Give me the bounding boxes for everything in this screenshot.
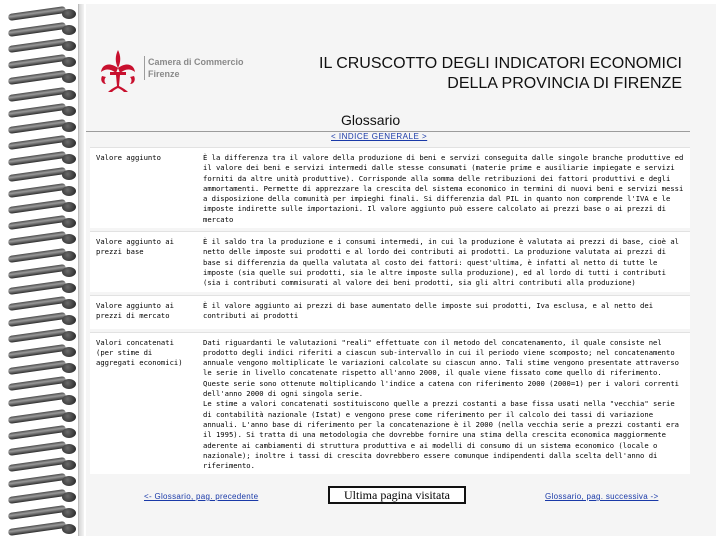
- spiral-hole: [62, 428, 76, 438]
- spiral-hole: [62, 251, 76, 261]
- definition-paragraph-2: Le stime a valori concatenati sostituiscono quelle a prezzi costanti a base fissa usati nella "vecchia" serie di contabilità nazionale (Istat) e vengono prese come riferimento per il calcolo dei tassi di variazione annuali. L'anno base di riferimento per la concatenazione è il 2000 (nella vecchia serie a prezzi costanti era il 1995). Si tratta di una metodologia che dovrebbe fornire una stima della crescita economica maggiormente aderente ai cambiamenti di struttura produttiva e ai modelli di consumo di un sistema economico (locale o nazionale); inoltre i tassi di crescita dovrebbero essere comunque indipendenti dalla scelta dell'anno di riferimento.: [203, 399, 679, 471]
- glossary-table: [90, 144, 690, 477]
- glossary-definition: È la differenza tra il valore della produzione di beni e servizi conseguita dalle singole branche produttive ed il valore dei beni e servizi intermedi dalle stesse consumati (materie prime e ausiliarie impiegate e servizi forniti da altre unità produttive). Corrisponde alla somma delle retribuzioni dei fattori produttivi e degli ammortamenti. Permette di apprezzare la crescita del sistema economico in termini di nuovi beni e servizi messi a disposizione della comunità per impieghi finali. Si differenzia dal PIL in quanto non comprende l'IVA e le imposte indirette sulle importazioni. Il valore aggiunto può essere calcolato ai prezzi base o ai prezzi di mercato: [198, 147, 690, 228]
- spiral-ring: [2, 233, 82, 245]
- glossary-term: Valori concatenati (per stime di aggregati economici): [90, 332, 198, 475]
- glossary-definition: È il valore aggiunto ai prezzi di base aumentato delle imposte sui prodotti, Iva esclusa, e al netto dei contributi ai prodotti: [198, 295, 690, 329]
- spiral-ring: [2, 40, 82, 52]
- spiral-ring: [2, 443, 82, 455]
- logo-line2: Firenze: [148, 69, 180, 79]
- spiral-ring: [2, 427, 82, 439]
- spiral-hole: [62, 122, 76, 132]
- spiral-ring: [2, 314, 82, 326]
- spiral-ring: [2, 89, 82, 101]
- section-title: Glossario: [341, 112, 401, 128]
- spiral-hole: [62, 218, 76, 228]
- spiral-wire: [8, 376, 66, 391]
- spiral-wire: [8, 151, 66, 166]
- spiral-hole: [62, 412, 76, 422]
- spiral-hole: [62, 41, 76, 51]
- spiral-hole: [62, 363, 76, 373]
- spiral-hole: [62, 234, 76, 244]
- spiral-hole: [62, 138, 76, 148]
- spiral-wire: [8, 22, 66, 37]
- spiral-binding: [0, 0, 86, 540]
- spiral-hole: [62, 170, 76, 180]
- spiral-wire: [8, 167, 66, 182]
- spiral-wire: [8, 183, 66, 198]
- spiral-ring: [2, 411, 82, 423]
- spiral-wire: [8, 264, 66, 279]
- spiral-ring: [2, 491, 82, 503]
- spiral-wire: [8, 280, 66, 295]
- spiral-ring: [2, 459, 82, 471]
- logo-line1: Camera di Commercio: [148, 57, 244, 67]
- spiral-hole: [62, 347, 76, 357]
- index-link[interactable]: < INDICE GENERALE >: [331, 132, 428, 141]
- spiral-ring: [2, 24, 82, 36]
- spiral-wire: [8, 441, 66, 456]
- spiral-ring: [2, 523, 82, 535]
- spiral-wire: [8, 312, 66, 327]
- spiral-ring: [2, 105, 82, 117]
- spiral-wire: [8, 119, 66, 134]
- spiral-ring: [2, 217, 82, 229]
- spiral-hole: [62, 90, 76, 100]
- spiral-wire: [8, 457, 66, 472]
- spiral-ring: [2, 185, 82, 197]
- spiral-ring: [2, 475, 82, 487]
- spiral-hole: [62, 73, 76, 83]
- spiral-wire: [8, 6, 66, 21]
- spiral-hole: [62, 25, 76, 35]
- glossary-definition: È il saldo tra la produzione e i consumi intermedi, in cui la produzione è valutata ai prezzi di base, cioè al netto delle imposte sui prodotti e al lordo dei contributi ai prodotti. La produzione valutata ai prezzi di base si differenzia da quella valutata al costo dei fattori: quest'ultima, è infatti al netto di tutte le imposte (sia quelle sui prodotti, sia le altre imposte sulla produzione), ed al lordo di tutti i contributi (sia i contributi commisurati al valore dei beni prodotti, sia gli altri contributi alla produzione): [198, 231, 690, 291]
- spiral-ring: [2, 507, 82, 519]
- spiral-ring: [2, 362, 82, 374]
- table-row: [90, 231, 690, 291]
- previous-page-link[interactable]: <- Glossario, pag. precedente: [144, 492, 259, 501]
- spiral-hole: [62, 57, 76, 67]
- spiral-hole: [62, 186, 76, 196]
- header: [86, 4, 716, 100]
- spiral-wire: [8, 489, 66, 504]
- spiral-ring: [2, 378, 82, 390]
- spiral-wire: [8, 247, 66, 262]
- spiral-wire: [8, 473, 66, 488]
- spiral-wire: [8, 505, 66, 520]
- spiral-wire: [8, 521, 66, 536]
- spiral-wire: [8, 54, 66, 69]
- spiral-ring: [2, 8, 82, 20]
- glossary-definition: [198, 332, 690, 475]
- page-title: [262, 54, 682, 94]
- spiral-ring: [2, 72, 82, 84]
- spiral-wire: [8, 215, 66, 230]
- spiral-wire: [8, 70, 66, 85]
- title-line2: DELLA PROVINCIA DI FIRENZE: [447, 75, 682, 92]
- spiral-hole: [62, 267, 76, 277]
- spiral-wire: [8, 38, 66, 53]
- spiral-wire: [8, 344, 66, 359]
- spiral-hole: [62, 299, 76, 309]
- spiral-ring: [2, 266, 82, 278]
- next-page-link[interactable]: Glossario, pag. successiva ->: [545, 492, 659, 501]
- spiral-wire: [8, 86, 66, 101]
- table-row: [90, 147, 690, 228]
- spiral-ring: [2, 330, 82, 342]
- spiral-ring: [2, 121, 82, 133]
- logo-divider: [144, 56, 145, 80]
- spiral-hole: [62, 476, 76, 486]
- spiral-wire: [8, 408, 66, 423]
- spiral-ring: [2, 153, 82, 165]
- page-panel: [86, 4, 716, 536]
- table-row: [90, 332, 690, 475]
- glossary-term: Valore aggiunto: [90, 147, 198, 228]
- spiral-wire: [8, 296, 66, 311]
- glossary-term: Valore aggiunto ai prezzi di mercato: [90, 295, 198, 329]
- spiral-wire: [8, 231, 66, 246]
- spiral-wire: [8, 425, 66, 440]
- title-line1: IL CRUSCOTTO DEGLI INDICATORI ECONOMICI: [319, 55, 682, 72]
- spiral-hole: [62, 444, 76, 454]
- last-visited-page-button[interactable]: Ultima pagina visitata: [328, 486, 466, 504]
- spiral-ring: [2, 346, 82, 358]
- spiral-ring: [2, 169, 82, 181]
- spiral-wire: [8, 135, 66, 150]
- spiral-hole: [62, 524, 76, 534]
- spiral-hole: [62, 283, 76, 293]
- spiral-ring: [2, 298, 82, 310]
- spiral-wire: [8, 392, 66, 407]
- spiral-hole: [62, 508, 76, 518]
- spiral-wire: [8, 103, 66, 118]
- spiral-hole: [62, 315, 76, 325]
- spiral-ring: [2, 137, 82, 149]
- spiral-wire: [8, 360, 66, 375]
- spiral-hole: [62, 492, 76, 502]
- spiral-hole: [62, 379, 76, 389]
- spiral-ring: [2, 282, 82, 294]
- florence-lily-logo-icon: [96, 46, 140, 94]
- spiral-ring: [2, 394, 82, 406]
- spiral-ring: [2, 250, 82, 262]
- spiral-hole: [62, 331, 76, 341]
- spiral-wire: [8, 199, 66, 214]
- definition-paragraph-1: Dati riguardanti le valutazioni "reali" effettuate con il metodo del concatenamento, il quale consiste nel prodotto degli indici riferiti a ciascun sub-intervallo in cui il periodo viene scomposto; nel concatenamento annuale vengono moltiplicate le variazioni calcolate su ciascun anno. Tali stime vengono presentate attraverso le serie in livello concatenate rispetto all'anno 2000, il quale viene fissato come quello di riferimento. Queste serie sono ottenute moltiplicando l'indice a catena con riferimento 2000 (2000=1) per i valori correnti dell'anno 2000 di ogni singola serie.: [203, 337, 679, 399]
- spiral-wire: [8, 328, 66, 343]
- spiral-hole: [62, 395, 76, 405]
- logo-text: [148, 56, 268, 80]
- spiral-hole: [62, 460, 76, 470]
- spiral-hole: [62, 202, 76, 212]
- spiral-ring: [2, 201, 82, 213]
- spiral-hole: [62, 106, 76, 116]
- table-row: [90, 295, 690, 329]
- glossary-term: Valore aggiunto ai prezzi base: [90, 231, 198, 291]
- spiral-hole: [62, 9, 76, 19]
- spiral-hole: [62, 154, 76, 164]
- spiral-ring: [2, 56, 82, 68]
